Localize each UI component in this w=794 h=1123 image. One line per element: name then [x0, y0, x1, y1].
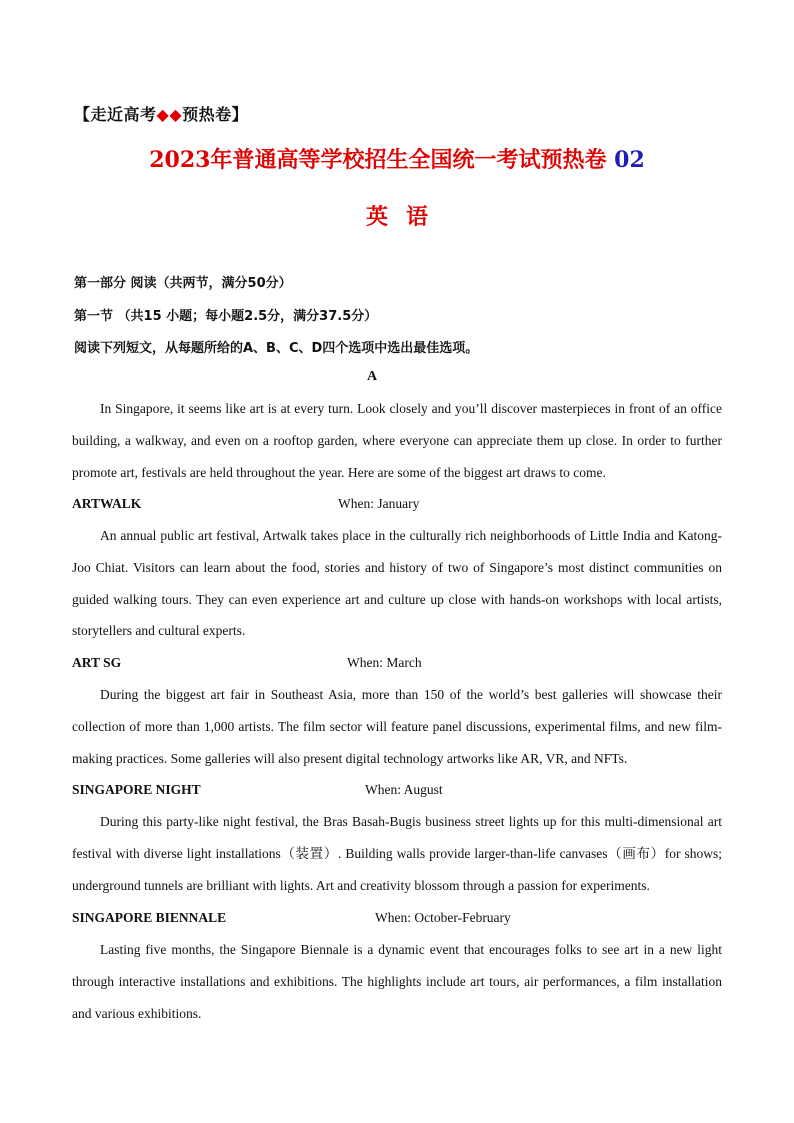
passage-letter: A: [366, 369, 378, 384]
exam-title-main: 2023年普通高等学校招生全国统一考试预热卷: [149, 147, 607, 173]
passage-intro: In Singapore, it seems like art is at every turn. Look closely and you’ll discover masterpieces in front of an office building, a walkway, and even on a rooftop garden, where everyone can appreciate them up close. In order to further promote art, festivals are held throughout the year. Here are some of the biggest art draws to come.: [72, 401, 722, 480]
event-header-singapore-biennale: [72, 910, 722, 930]
event-header-artwalk: [72, 496, 722, 516]
event-description-singapore-biennale: Lasting five months, the Singapore Biennale is a dynamic event that encourages folks to see art in a new light through interactive installations and exhibitions. The highlights include art tours, air performances, a film installation and various exhibitions.: [72, 942, 722, 1021]
event-name: SINGAPORE NIGHT: [72, 782, 201, 797]
event-when: When: March: [347, 655, 422, 670]
event-when: When: August: [365, 782, 443, 797]
exam-title-code: 02: [614, 147, 645, 173]
section-instruction: 第一节 （共15 小题；每小题2.5分，满分37.5分）: [74, 309, 378, 324]
exam-subject: 英语: [365, 204, 446, 230]
tag-open: 【走近高考: [74, 105, 157, 124]
tag-close: 预热卷】: [182, 105, 249, 124]
event-name: ART SG: [72, 655, 122, 670]
event-header-art-sg: [72, 655, 722, 675]
event-description-artwalk: An annual public art festival, Artwalk takes place in the culturally rich neighborhoods of Little India and Katong-Joo Chiat. Visitors can learn about the food, stories and history of two of Singapore’s most distinct communities on guided walking tours. They can even experience art and culture up close with hands-on workshops with local artists, storytellers and cultural experts.: [72, 528, 722, 639]
event-description-art-sg: During the biggest art fair in Southeast Asia, more than 150 of the world’s best galleries will showcase their collection of more than 1,000 artists. The film sector will feature panel discussions, experimental films, and new film-making practices. Some galleries will also present digital technology artworks like AR, VR, and NFTs.: [72, 687, 722, 766]
event-name: SINGAPORE BIENNALE: [72, 910, 227, 925]
diamond-icon: ◆◆: [156, 105, 183, 124]
event-when: When: January: [338, 496, 420, 511]
part-instruction: 第一部分 阅读（共两节，满分50分）: [74, 276, 292, 291]
direction-instruction: 阅读下列短文，从每题所给的A、B、C、D四个选项中选出最佳选项。: [74, 341, 479, 356]
event-name: ARTWALK: [72, 496, 142, 511]
exam-title: [0, 143, 794, 174]
event-when: When: October-February: [375, 910, 511, 925]
event-description-singapore-night: During this party-like night festival, the Bras Basah-Bugis business street lights up for this multi-dimensional art festival with diverse light installations（装置）. Building walls provide larger-than-life canvases（画布）for shows; underground tunnels are brilliant with lights. Art and creativity blossom through a passion for experiments.: [72, 814, 722, 893]
exam-tag: [74, 102, 248, 125]
event-header-singapore-night: [72, 782, 722, 802]
